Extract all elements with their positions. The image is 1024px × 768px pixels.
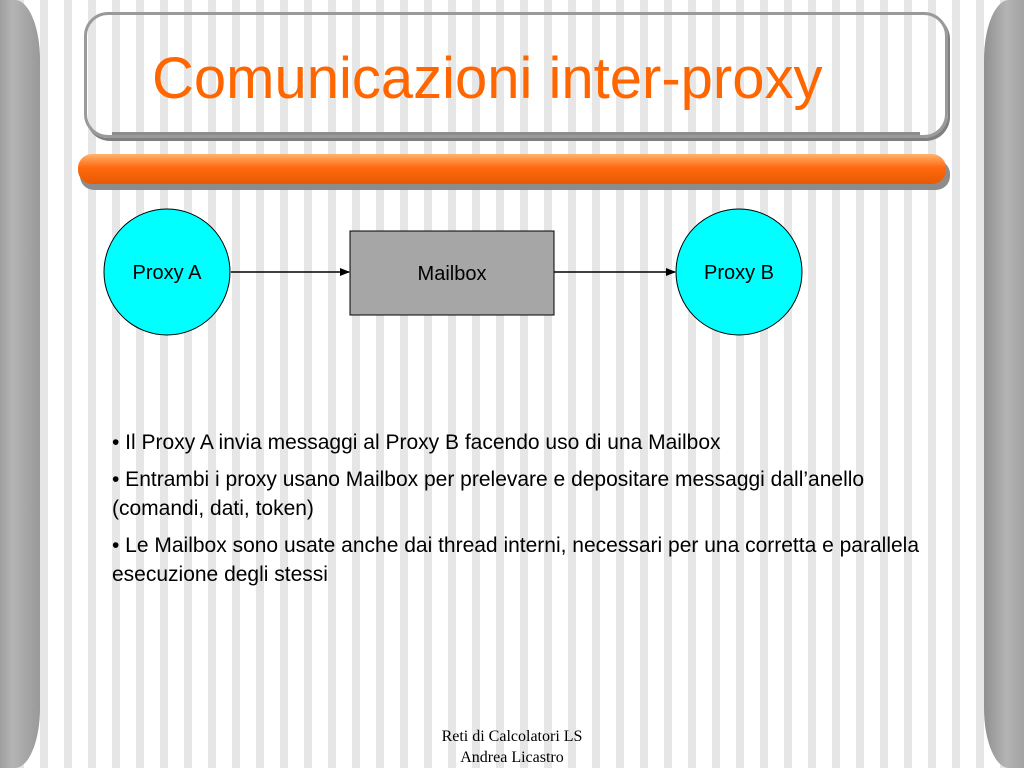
- bullet-list: [112, 428, 932, 597]
- bullet-item: • Entrambi i proxy usano Mailbox per prelevare e depositare messaggi dall’anello (comandi, dati, token): [112, 468, 865, 520]
- node-mailbox: [350, 231, 554, 315]
- bullet-item: • Le Mailbox sono usate anche dai thread interni, necessari per una corretta e parallela esecuzione degli stessi: [112, 534, 920, 586]
- node-proxy-a: [104, 209, 230, 335]
- footer-author: Andrea Licastro: [460, 749, 564, 766]
- node-proxy-b: [676, 209, 802, 335]
- slide-title: Comunicazioni inter-proxy: [152, 46, 823, 111]
- slide-footer: [412, 726, 612, 768]
- proxy-a-label: Proxy A: [132, 262, 202, 284]
- proxy-b-label: Proxy B: [703, 262, 775, 284]
- footer-course: Reti di Calcolatori LS: [441, 728, 583, 745]
- mailbox-label: Mailbox: [417, 263, 487, 285]
- bullet-item: • Il Proxy A invia messaggi al Proxy B facendo uso di una Mailbox: [112, 431, 721, 454]
